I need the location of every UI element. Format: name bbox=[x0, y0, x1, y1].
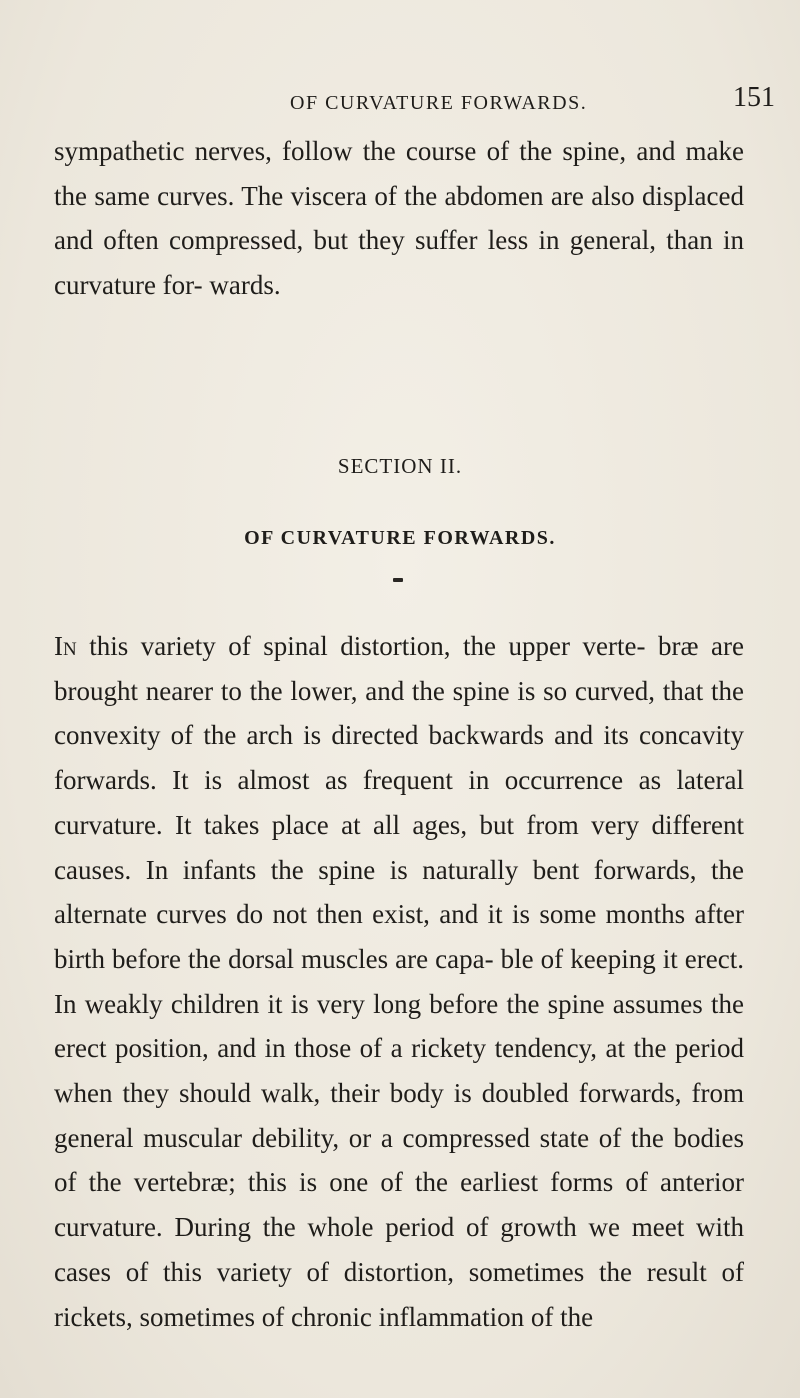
paragraph-continuation: sympathetic nerves, follow the course of the spine, and make the same curves. The viscera of the abdomen are also displaced and often compressed, but they suffer less in general, than in curvature for- wards. bbox=[54, 136, 744, 301]
page-number: 151 bbox=[733, 82, 775, 113]
paragraph-body-text: this variety of spinal distortion, the upper verte- bræ are brought nearer to the lower, and the spine is so curved, that the convexity of the arch is directed backwards and its concavity forwards. It is almost as frequent in occurrence as lateral curvature. It takes place at all ages, but from very different causes. In infants the spine is naturally bent forwards, the alternate curves do not then exist, and it is some months after birth before the dorsal muscles are capa- ble of keeping it erect. In weakly children it is very long before the spine assumes the erect position, and in those of a rickety tendency, at the period when they should walk, their body is doubled forwards, from general muscular debility, or a compressed state of the bodies of the vertebræ; this is one of the earliest forms of anterior curvature. During the whole period of growth we meet with cases of this variety of distortion, sometimes the result of rickets, sometimes of chronic inflammation of the bbox=[54, 631, 744, 1332]
section-title: OF CURVATURE FORWARDS. bbox=[244, 527, 556, 549]
paragraph-section-body bbox=[54, 624, 744, 1339]
small-caps-lead: In bbox=[54, 631, 77, 661]
ornament-dash bbox=[393, 578, 403, 582]
section-number: SECTION II. bbox=[337, 454, 463, 478]
running-head: OF CURVATURE FORWARDS. bbox=[290, 92, 588, 114]
